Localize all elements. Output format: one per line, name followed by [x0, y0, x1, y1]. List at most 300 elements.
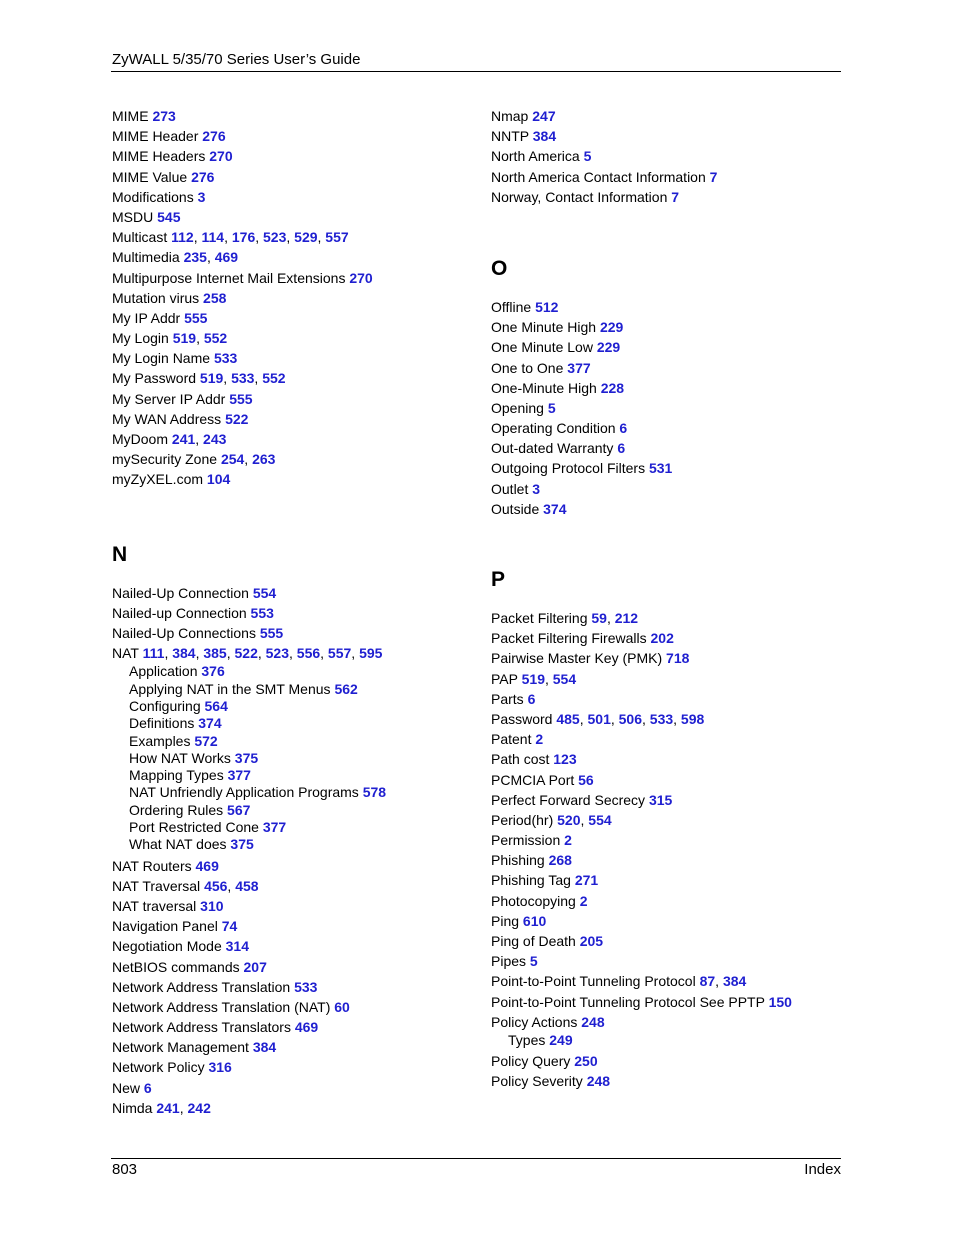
- index-entry: [112, 268, 472, 288]
- index-entry: [112, 167, 472, 187]
- index-term: MIME Headers: [112, 148, 206, 165]
- index-entry: [112, 146, 472, 166]
- index-group: [491, 608, 851, 1032]
- page-reference-link[interactable]: 5: [529, 953, 538, 970]
- page-reference-link[interactable]: 377: [262, 818, 287, 835]
- index-subentry: [112, 750, 472, 767]
- index-term: NAT Traversal: [112, 877, 201, 894]
- index-term: Multipurpose Internet Mail Extensions: [112, 269, 346, 286]
- index-entry: PAP 519, 554: [491, 670, 577, 687]
- page-reference-link[interactable]: 241: [171, 431, 196, 447]
- index-term: Modifications: [112, 188, 194, 205]
- page-reference-link[interactable]: 374: [543, 500, 567, 517]
- index-term: Outlet: [491, 480, 529, 497]
- index-term: Outgoing Protocol Filters: [491, 460, 646, 477]
- page-reference-link[interactable]: 519: [521, 670, 545, 687]
- index-term: Photocopying: [491, 892, 576, 909]
- index-subgroup-nat: [112, 663, 472, 853]
- index-entry: [491, 1051, 851, 1071]
- page-reference-link[interactable]: 469: [214, 249, 239, 266]
- index-entry: [491, 830, 851, 850]
- index-entry: Multicast 112, 114, 176, 523, 529, 557: [112, 229, 349, 246]
- page-reference-link[interactable]: 555: [259, 624, 284, 641]
- index-subentry: [491, 1032, 851, 1049]
- page-reference-link[interactable]: 114: [201, 229, 225, 246]
- page-reference-link[interactable]: 512: [535, 298, 559, 315]
- index-entry: [491, 951, 851, 971]
- index-term: One-Minute High: [491, 379, 597, 396]
- index-term: Path cost: [491, 751, 550, 768]
- page-reference-link[interactable]: 270: [349, 269, 373, 286]
- index-entry: [112, 896, 472, 916]
- index-term: Point-to-Point Tunneling Protocol: [491, 973, 696, 990]
- page-reference-link[interactable]: 533: [649, 710, 674, 727]
- page-reference-link[interactable]: 316: [208, 1059, 232, 1076]
- index-term: One to One: [491, 359, 564, 376]
- page-reference-link[interactable]: 87: [699, 973, 716, 990]
- page-reference-link[interactable]: 385: [203, 645, 227, 662]
- index-term: Multicast: [112, 229, 168, 246]
- page-number: 803: [112, 1161, 138, 1178]
- index-term: Application: [129, 663, 198, 680]
- page-reference-link[interactable]: 123: [553, 751, 577, 768]
- index-term: One Minute Low: [491, 339, 593, 356]
- index-term: Norway, Contact Information: [491, 188, 668, 205]
- page-reference-link[interactable]: 207: [243, 958, 267, 975]
- page-reference-link[interactable]: 6: [619, 420, 628, 437]
- index-term: Configuring: [129, 697, 201, 714]
- page-reference-link[interactable]: 384: [172, 645, 196, 662]
- index-entry: [112, 997, 472, 1017]
- page-reference-link[interactable]: 554: [252, 584, 277, 601]
- index-entry: [491, 749, 851, 769]
- index-entry: [112, 288, 472, 308]
- page-reference-link[interactable]: 556: [296, 645, 321, 662]
- index-entry: [491, 689, 851, 709]
- index-term: My Login Name: [112, 350, 211, 367]
- section-letter-p: P: [491, 568, 506, 591]
- index-term: One Minute High: [491, 319, 597, 336]
- index-term: Types: [508, 1031, 546, 1048]
- index-term: My Server IP Addr: [112, 390, 226, 407]
- index-term: Packet Filtering Firewalls: [491, 630, 647, 647]
- index-entry: [112, 1057, 472, 1077]
- page-reference-link[interactable]: 242: [187, 1099, 211, 1116]
- index-term: Outside: [491, 500, 540, 517]
- index-term: NAT traversal: [112, 897, 197, 914]
- index-term: Nailed-Up Connections: [112, 624, 256, 641]
- page-reference-link[interactable]: 3: [197, 188, 206, 205]
- page-reference-link[interactable]: 384: [722, 973, 747, 990]
- index-group: [491, 297, 851, 519]
- index-term: MSDU: [112, 208, 154, 225]
- index-term: My WAN Address: [112, 410, 222, 427]
- page-reference-link[interactable]: 375: [230, 836, 254, 853]
- page-reference-link[interactable]: 229: [596, 339, 621, 356]
- index-entry: [112, 187, 472, 207]
- index-entry: [491, 628, 851, 648]
- page-reference-link[interactable]: 554: [588, 811, 612, 828]
- index-entry: Period(hr) 520, 554: [491, 811, 612, 828]
- footer-rule: [111, 1158, 841, 1159]
- index-term: Pairwise Master Key (PMK): [491, 650, 663, 667]
- page-reference-link[interactable]: 384: [532, 128, 557, 145]
- index-entry: [491, 187, 851, 207]
- index-entry: Point-to-Point Tunneling Protocol 87, 384: [491, 973, 747, 990]
- page-reference-link[interactable]: 6: [527, 690, 536, 707]
- index-term: Policy Actions: [491, 1013, 578, 1030]
- index-term: Network Management: [112, 1039, 249, 1056]
- page-reference-link[interactable]: 310: [200, 897, 224, 914]
- page-reference-link[interactable]: 202: [650, 630, 674, 647]
- index-term: NNTP: [491, 128, 529, 145]
- page-reference-link[interactable]: 384: [252, 1039, 277, 1056]
- index-entry: [491, 337, 851, 357]
- index-entry: [491, 398, 851, 418]
- index-term: Parts: [491, 690, 524, 707]
- index-entry: [112, 977, 472, 997]
- index-entry: [491, 850, 851, 870]
- index-subentry: [112, 663, 472, 680]
- index-entry: Nimda 241, 242: [112, 1099, 211, 1116]
- index-entry: My Login 519, 552: [112, 330, 228, 347]
- index-group: [491, 1051, 851, 1091]
- page-reference-link[interactable]: 469: [195, 857, 219, 874]
- index-term: Navigation Panel: [112, 918, 218, 935]
- index-entry: [112, 106, 472, 126]
- index-term: NAT: [112, 645, 139, 662]
- page-reference-link[interactable]: 7: [709, 168, 718, 185]
- index-subentry: [112, 681, 472, 698]
- page-reference-link[interactable]: 268: [548, 852, 572, 869]
- index-group: [491, 106, 851, 207]
- index-entry: [491, 378, 851, 398]
- page-reference-link[interactable]: 229: [599, 319, 624, 336]
- page-reference-link[interactable]: 5: [583, 148, 592, 165]
- index-term: Packet Filtering: [491, 610, 588, 626]
- index-entry: NAT Traversal 456, 458: [112, 877, 259, 894]
- page-reference-link[interactable]: 552: [203, 330, 228, 347]
- index-term: Mutation virus: [112, 289, 200, 306]
- index-term: Ordering Rules: [129, 801, 224, 818]
- page-reference-link[interactable]: 533: [231, 370, 255, 387]
- page-reference-link[interactable]: 205: [579, 933, 604, 949]
- page-reference-link[interactable]: 276: [202, 128, 226, 145]
- index-term: Out-dated Warranty: [491, 440, 614, 457]
- index-term: My IP Addr: [112, 309, 181, 326]
- index-term: Network Address Translators: [112, 1019, 291, 1036]
- page-reference-link[interactable]: 519: [199, 370, 224, 387]
- index-subentry: [112, 819, 472, 836]
- page-reference-link[interactable]: 555: [229, 390, 253, 407]
- page-reference-link[interactable]: 315: [648, 791, 673, 808]
- index-term: Password: [491, 710, 553, 727]
- page-reference-link[interactable]: 557: [327, 645, 352, 662]
- page-reference-link[interactable]: 273: [152, 108, 176, 124]
- index-subentry: [112, 698, 472, 715]
- page-reference-link[interactable]: 610: [522, 912, 547, 929]
- page-reference-link[interactable]: 235: [183, 249, 207, 266]
- index-entry: MyDoom 241, 243: [112, 431, 227, 447]
- index-entry: [491, 992, 851, 1012]
- page-reference-link[interactable]: 212: [614, 610, 639, 626]
- page-reference-link[interactable]: 529: [294, 229, 318, 246]
- index-term: Multimedia: [112, 249, 180, 266]
- section-letter-n: N: [112, 542, 128, 566]
- page-reference-link[interactable]: 533: [294, 978, 318, 995]
- index-entry: [491, 931, 851, 951]
- index-term: Period(hr): [491, 811, 554, 828]
- page-reference-link[interactable]: 247: [532, 108, 556, 124]
- index-term: Patent: [491, 731, 532, 748]
- index-entry: [491, 358, 851, 378]
- index-term: Policy Severity: [491, 1073, 583, 1090]
- page-reference-link[interactable]: 522: [225, 410, 249, 427]
- index-group: [112, 106, 472, 490]
- page-reference-link[interactable]: 258: [203, 289, 227, 306]
- page-reference-link[interactable]: 456: [204, 877, 228, 894]
- index-entry: [112, 409, 472, 429]
- page-reference-link[interactable]: 248: [586, 1073, 611, 1090]
- index-term: NetBIOS commands: [112, 958, 240, 975]
- index-subentry: [112, 733, 472, 750]
- index-entry: [491, 438, 851, 458]
- page-reference-link[interactable]: 545: [157, 208, 181, 225]
- page-reference-link[interactable]: 248: [581, 1013, 605, 1030]
- index-entry: [491, 458, 851, 478]
- index-term: Point-to-Point Tunneling Protocol See PPTP: [491, 993, 765, 1010]
- page-reference-link[interactable]: 506: [618, 710, 642, 727]
- index-group: [112, 583, 472, 664]
- page-reference-link[interactable]: 2: [564, 832, 572, 849]
- index-term: Negotiation Mode: [112, 938, 222, 955]
- index-term: MIME Header: [112, 128, 199, 145]
- index-term: Permission: [491, 832, 561, 849]
- page-reference-link[interactable]: 56: [578, 771, 594, 788]
- page-reference-link[interactable]: 243: [203, 431, 227, 447]
- page-reference-link[interactable]: 377: [227, 767, 251, 784]
- page-reference-link[interactable]: 263: [252, 451, 276, 468]
- index-term: Phishing Tag: [491, 872, 571, 889]
- page-reference-link[interactable]: 59: [591, 610, 607, 626]
- page-reference-link[interactable]: 718: [666, 650, 690, 667]
- index-column-right: [491, 106, 851, 1092]
- index-term: MIME Value: [112, 168, 188, 185]
- page-reference-link[interactable]: 564: [204, 697, 228, 714]
- index-entry: [491, 317, 851, 337]
- index-column-left: [112, 106, 472, 1118]
- index-entry: [491, 1071, 851, 1091]
- index-entry: mySecurity Zone 254, 263: [112, 451, 276, 468]
- index-entry: [112, 389, 472, 409]
- page-reference-link[interactable]: 555: [184, 309, 208, 326]
- index-term: Nimda: [112, 1099, 153, 1116]
- index-entry: [491, 126, 851, 146]
- page-reference-link[interactable]: 533: [213, 350, 238, 367]
- page-reference-link[interactable]: 254: [220, 451, 245, 468]
- page-reference-link[interactable]: 375: [234, 749, 259, 766]
- index-term: Network Address Translation (NAT): [112, 998, 331, 1015]
- index-entry: [491, 1012, 851, 1032]
- index-term: myZyXEL.com: [112, 471, 204, 488]
- index-term: Nmap: [491, 108, 529, 124]
- page-reference-link[interactable]: 5: [547, 399, 556, 416]
- index-term: Offline: [491, 298, 532, 315]
- index-term: How NAT Works: [129, 749, 231, 766]
- index-entry: [491, 729, 851, 749]
- index-term: Pipes: [491, 953, 527, 970]
- index-term: My Password: [112, 370, 197, 387]
- index-entry: [491, 648, 851, 668]
- page-reference-link[interactable]: 374: [198, 715, 222, 732]
- index-term: Ping of Death: [491, 933, 576, 949]
- index-entry: [112, 1078, 472, 1098]
- index-term: NAT Routers: [112, 857, 192, 874]
- page-reference-link[interactable]: 314: [225, 938, 249, 955]
- page-reference-link[interactable]: 523: [265, 645, 289, 662]
- index-term: NAT Unfriendly Application Programs: [129, 784, 359, 801]
- index-entry: [491, 790, 851, 810]
- page-reference-link[interactable]: 572: [194, 732, 218, 749]
- index-term: Policy Query: [491, 1053, 571, 1070]
- index-term: North America: [491, 148, 580, 165]
- index-entry: [491, 479, 851, 499]
- page-reference-link[interactable]: 562: [334, 680, 358, 697]
- index-entry: [491, 499, 851, 519]
- index-entry: [491, 167, 851, 187]
- index-term: Phishing: [491, 852, 545, 869]
- index-entry: [491, 106, 851, 126]
- page-reference-link[interactable]: 2: [535, 731, 544, 748]
- page-reference-link[interactable]: 531: [648, 460, 673, 477]
- index-term: Nailed-up Connection: [112, 604, 247, 621]
- page-reference-link[interactable]: 249: [549, 1031, 573, 1048]
- index-entry: [112, 583, 472, 603]
- page-reference-link[interactable]: 3: [532, 480, 541, 497]
- page-reference-link[interactable]: 595: [359, 645, 383, 662]
- index-term: Network Address Translation: [112, 978, 291, 995]
- page-reference-link[interactable]: 60: [334, 998, 350, 1015]
- index-entry: Password 485, 501, 506, 533, 598: [491, 710, 705, 727]
- page-reference-link[interactable]: 112: [171, 229, 194, 246]
- index-term: What NAT does: [129, 836, 227, 853]
- page-reference-link[interactable]: 522: [234, 645, 258, 662]
- page-reference-link[interactable]: 6: [143, 1079, 152, 1096]
- page-reference-link[interactable]: 520: [557, 811, 581, 828]
- page-reference-link[interactable]: 376: [201, 663, 225, 680]
- page-reference-link[interactable]: 567: [227, 801, 251, 818]
- index-term: Nailed-Up Connection: [112, 584, 249, 601]
- index-entry: [112, 308, 472, 328]
- page-reference-link[interactable]: 377: [567, 359, 591, 376]
- index-entry: [112, 1037, 472, 1057]
- index-entry: [491, 911, 851, 931]
- page-reference-link[interactable]: 2: [579, 892, 588, 909]
- page-reference-link[interactable]: 7: [671, 188, 680, 205]
- page-reference-link[interactable]: 523: [263, 229, 287, 246]
- index-term: Mapping Types: [129, 767, 224, 784]
- index-subentry: [112, 767, 472, 784]
- index-entry: [491, 891, 851, 911]
- index-entry: [112, 348, 472, 368]
- page-reference-link[interactable]: 228: [600, 379, 625, 396]
- page-reference-link[interactable]: 552: [262, 370, 286, 387]
- index-entry: [491, 146, 851, 166]
- index-term: MIME: [112, 108, 149, 124]
- page-reference-link[interactable]: 501: [587, 710, 611, 727]
- index-entry: [491, 297, 851, 317]
- footer-section-name: Index: [804, 1161, 841, 1178]
- index-entry: NAT 111, 384, 385, 522, 523, 556, 557, 595: [112, 645, 383, 662]
- index-term: New: [112, 1079, 141, 1096]
- page-reference-link[interactable]: 6: [617, 440, 626, 457]
- index-entry: [491, 770, 851, 790]
- index-entry: [491, 418, 851, 438]
- page-reference-link[interactable]: 250: [574, 1053, 598, 1070]
- page-reference-link[interactable]: 485: [556, 710, 580, 727]
- index-term: Network Policy: [112, 1059, 205, 1076]
- page-reference-link[interactable]: 150: [768, 993, 792, 1010]
- page-reference-link[interactable]: 519: [172, 330, 197, 347]
- index-subentry: [112, 715, 472, 732]
- index-group: [112, 856, 472, 1118]
- index-term: PCMCIA Port: [491, 771, 575, 788]
- index-subgroup-policy-actions: [491, 1032, 851, 1049]
- index-term: Operating Condition: [491, 420, 616, 437]
- index-term: Opening: [491, 399, 544, 416]
- index-subentry: [112, 802, 472, 819]
- page-reference-link[interactable]: 176: [231, 229, 256, 246]
- page-reference-link[interactable]: 241: [156, 1099, 180, 1116]
- page-reference-link[interactable]: 458: [235, 877, 259, 894]
- index-entry: [112, 126, 472, 146]
- index-term: PAP: [491, 670, 518, 687]
- page-reference-link[interactable]: 553: [250, 604, 274, 621]
- section-letter-o: O: [491, 256, 508, 280]
- index-entry: [112, 1017, 472, 1037]
- page-reference-link[interactable]: 557: [325, 229, 349, 246]
- page-reference-link[interactable]: 598: [680, 710, 705, 727]
- page-reference-link[interactable]: 554: [552, 670, 577, 687]
- index-entry: [112, 623, 472, 643]
- page-reference-link[interactable]: 270: [209, 148, 233, 165]
- page-reference-link[interactable]: 111: [142, 645, 165, 662]
- index-entry: [112, 469, 472, 489]
- page-reference-link[interactable]: 104: [206, 471, 231, 488]
- index-term: Port Restricted Cone: [129, 818, 259, 835]
- page-reference-link[interactable]: 271: [574, 872, 599, 889]
- index-term: Examples: [129, 732, 191, 749]
- page-reference-link[interactable]: 469: [294, 1019, 319, 1036]
- index-entry: Packet Filtering 59, 212: [491, 610, 639, 626]
- index-term: mySecurity Zone: [112, 451, 218, 468]
- index-term: North America Contact Information: [491, 168, 706, 185]
- index-entry: [112, 856, 472, 876]
- page-reference-link[interactable]: 74: [221, 918, 238, 935]
- index-entry: [112, 957, 472, 977]
- index-term: Applying NAT in the SMT Menus: [129, 680, 331, 697]
- index-term: My Login: [112, 330, 169, 347]
- index-term: MyDoom: [112, 431, 169, 447]
- index-entry: My Password 519, 533, 552: [112, 370, 286, 387]
- page-reference-link[interactable]: 276: [191, 168, 215, 185]
- index-entry: [112, 916, 472, 936]
- index-term: Ping: [491, 912, 520, 929]
- header-rule: [111, 71, 841, 72]
- index-term: Definitions: [129, 715, 195, 732]
- page-reference-link[interactable]: 578: [362, 784, 387, 801]
- index-entry: Multimedia 235, 469: [112, 249, 239, 266]
